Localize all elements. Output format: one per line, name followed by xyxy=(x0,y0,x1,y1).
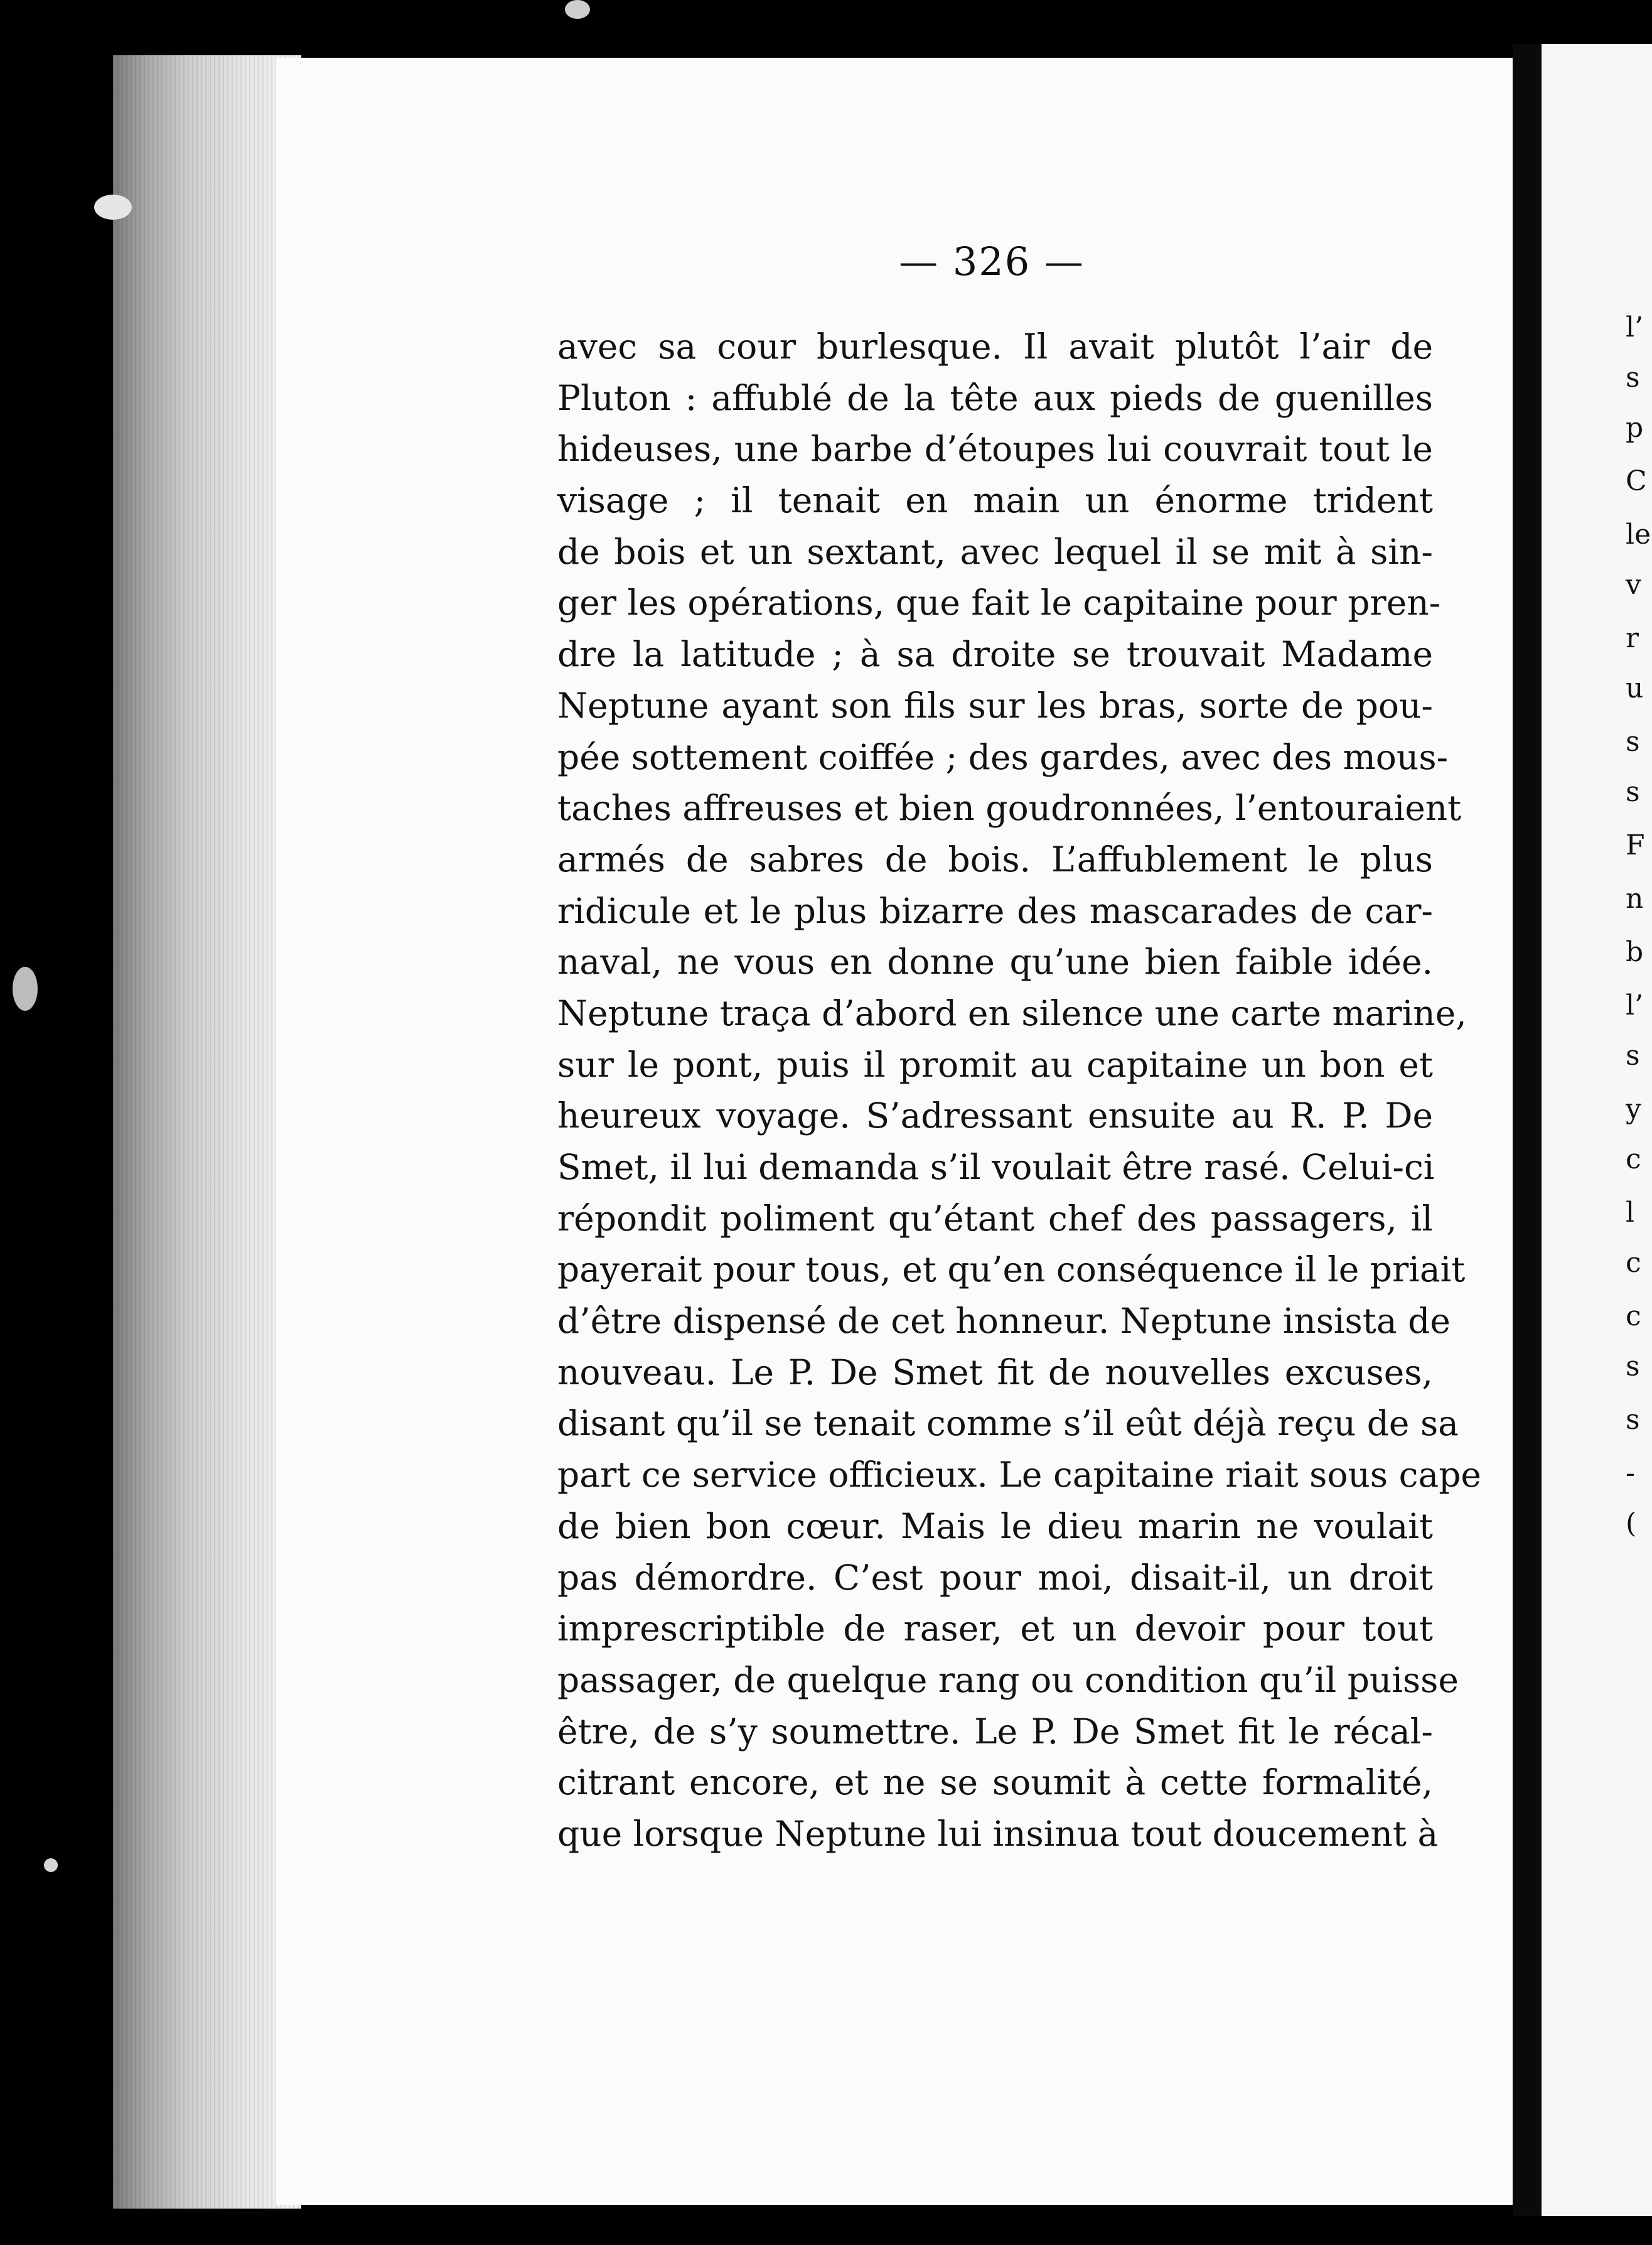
adjacent-text-fragment: c xyxy=(1626,1247,1641,1279)
text-line: d’être dispensé de cet honneur. Neptune insista de xyxy=(557,1301,1451,1342)
adjacent-text-fragment: c xyxy=(1626,1300,1641,1332)
adjacent-text-fragment: l’ xyxy=(1626,311,1644,343)
book-gutter xyxy=(1513,44,1542,2216)
adjacent-text-fragment: ( xyxy=(1626,1507,1637,1539)
adjacent-text-fragment: r xyxy=(1626,622,1639,654)
text-line: taches affreuses et bien goudronnées, l’entouraient xyxy=(557,788,1462,829)
text-line: répondit poliment qu’étant chef des passagers, il xyxy=(557,1198,1433,1239)
dust-speck xyxy=(44,1858,58,1872)
text-line: que lorsque Neptune lui insinua tout doucement à xyxy=(557,1813,1439,1854)
adjacent-text-fragment: s xyxy=(1626,1404,1640,1436)
text-line: disant qu’il se tenait comme s’il eût déjà reçu de sa xyxy=(557,1403,1459,1444)
adjacent-text-fragment: p xyxy=(1626,412,1644,444)
text-line: naval, ne vous en donne qu’une bien faible idée. xyxy=(557,942,1433,983)
text-line: Pluton : affublé de la tête aux pieds de guenilles xyxy=(557,377,1433,418)
text-line: Neptune traça d’abord en silence une carte marine, xyxy=(557,993,1467,1033)
adjacent-text-fragment: s xyxy=(1626,362,1640,394)
text-line: sur le pont, puis il promit au capitaine un bon et xyxy=(557,1044,1433,1085)
adjacent-text-fragment: l’ xyxy=(1626,989,1644,1021)
page-number: — 326 — xyxy=(899,239,1085,284)
text-line: avec sa cour burlesque. Il avait plutôt l’air de xyxy=(557,326,1433,367)
text-line: visage ; il tenait en main un énorme trident xyxy=(557,480,1433,521)
text-line: pas démordre. C’est pour moi, disait-il, un droit xyxy=(557,1557,1433,1598)
page-body-text xyxy=(557,321,1481,1860)
text-line: citrant encore, et ne se soumit à cette formalité, xyxy=(557,1762,1433,1803)
text-line: nouveau. Le P. De Smet fit de nouvelles excuses, xyxy=(557,1352,1433,1392)
text-line: pée sottement coiffée ; des gardes, avec des mous- xyxy=(557,736,1449,777)
dust-speck xyxy=(13,967,38,1011)
adjacent-text-fragment: y xyxy=(1626,1093,1641,1125)
page-edge-stack xyxy=(113,55,301,2209)
adjacent-text-fragment: c xyxy=(1626,1143,1641,1175)
text-line: armés de sabres de bois. L’affublement le plus xyxy=(557,839,1433,880)
text-line: être, de s’y soumettre. Le P. De Smet fit le récal- xyxy=(557,1711,1433,1752)
adjacent-text-fragment: s xyxy=(1626,776,1640,808)
text-line: payerait pour tous, et qu’en conséquence il le priait xyxy=(557,1249,1466,1290)
adjacent-text-fragment: F xyxy=(1626,829,1645,861)
text-line: hideuses, une barbe d’étoupes lui couvrait tout le xyxy=(557,429,1433,470)
dust-speck xyxy=(94,195,132,220)
text-line: ridicule et le plus bizarre des mascarades de car- xyxy=(557,890,1433,931)
text-line: ger les opérations, que fait le capitaine pour pren- xyxy=(557,583,1441,623)
text-line: Neptune ayant son fils sur les bras, sorte de pou- xyxy=(557,685,1433,726)
text-line: de bois et un sextant, avec lequel il se mit à sin- xyxy=(557,531,1433,572)
adjacent-text-fragment: u xyxy=(1626,672,1644,704)
text-line: de bien bon cœur. Mais le dieu marin ne voulait xyxy=(557,1505,1433,1546)
adjacent-text-fragment: - xyxy=(1626,1457,1635,1489)
adjacent-text-fragment: l xyxy=(1626,1197,1635,1229)
text-line: imprescriptible de raser, et un devoir pour tout xyxy=(557,1608,1433,1649)
adjacent-text-fragment: v xyxy=(1626,569,1641,601)
adjacent-text-fragment: b xyxy=(1626,936,1644,968)
adjacent-text-fragment: s xyxy=(1626,726,1640,758)
adjacent-text-fragment: s xyxy=(1626,1350,1640,1382)
adjacent-text-fragment: le xyxy=(1626,519,1651,551)
adjacent-text-fragment: n xyxy=(1626,883,1644,915)
text-line: heureux voyage. S’adressant ensuite au R. P. De xyxy=(557,1096,1433,1136)
dust-speck xyxy=(565,0,590,19)
text-line: part ce service officieux. Le capitaine riait sous cape xyxy=(557,1455,1481,1495)
adjacent-text-fragment: s xyxy=(1626,1040,1640,1072)
text-line: passager, de quelque rang ou condition qu’il puisse xyxy=(557,1659,1459,1700)
text-line: dre la latitude ; à sa droite se trouvait Madame xyxy=(557,634,1433,675)
text-line: Smet, il lui demanda s’il voulait être rasé. Celui-ci xyxy=(557,1147,1435,1187)
adjacent-text-fragment: C xyxy=(1626,465,1647,497)
